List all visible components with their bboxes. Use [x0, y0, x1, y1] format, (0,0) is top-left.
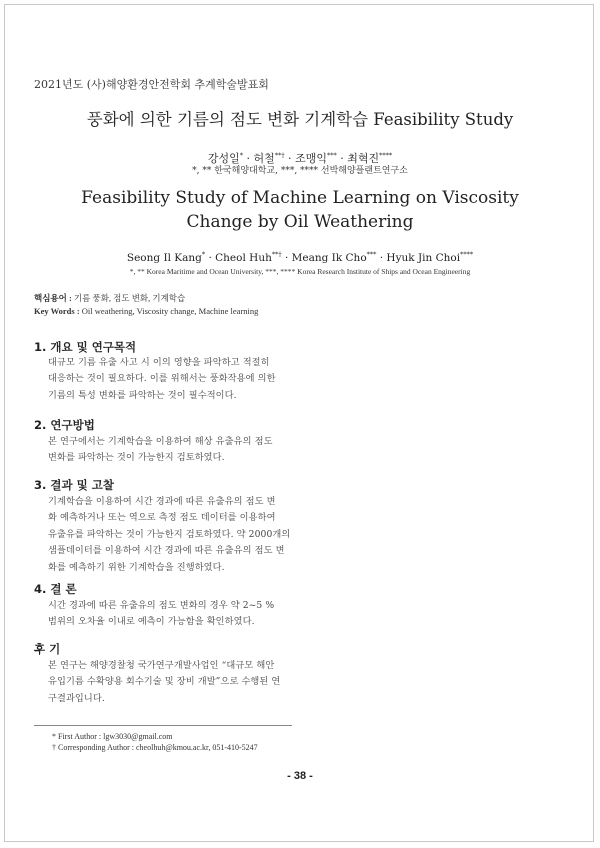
- author-name: Cheol Huh: [215, 252, 272, 264]
- section-body: [48, 494, 293, 576]
- author-name: 최혁진: [347, 152, 380, 165]
- body-line: 기름의 특성 변화를 파악하는 것이 필수적이다.: [48, 389, 237, 401]
- footnote-text: First Author : lgw3030@gmail.com: [58, 732, 173, 741]
- section-body: [48, 598, 293, 631]
- author-mark: ***: [326, 151, 337, 160]
- keywords-english: [34, 306, 258, 316]
- section-heading: 1. 개요 및 연구목적: [34, 340, 137, 354]
- body-line: 화를 예측하기 위한 기계학습을 진행하였다.: [48, 561, 225, 573]
- footnote-mark: †: [52, 743, 56, 752]
- body-line: 본 연구에서는 기계학습을 이용하여 해상 유출유의 점도: [48, 436, 273, 447]
- author-name: 강성일: [207, 152, 240, 165]
- english-affiliation: *, ** Korea Maritime and Ocean University, ***, **** Korea Research Institute of Ships and Ocean Engineering: [129, 267, 471, 276]
- author-mark: ****: [379, 151, 393, 160]
- author-mark: ****: [460, 250, 474, 259]
- author-name: 조맹익: [295, 152, 327, 165]
- section-heading: 2. 연구방법: [34, 418, 95, 432]
- keywords-text: 기름 풍화, 점도 변화, 기계학습: [73, 293, 186, 303]
- body-line: 샘플데이터를 이용하여 시간 경과에 따른 유출유의 점도 변: [48, 545, 285, 557]
- keywords-korean: [34, 292, 185, 304]
- body-line: 대응하는 것이 필요하다. 이를 위해서는 풍화작용에 의한: [48, 373, 276, 385]
- footnote-corresponding-author: [52, 743, 258, 752]
- author-mark: *: [239, 151, 244, 160]
- footnote-text: Corresponding Author : cheolhuh@kmou.ac.kr, 051-410-5247: [58, 743, 258, 752]
- author-name: 허철: [253, 152, 275, 165]
- author-mark: **†: [274, 151, 285, 160]
- body-line: 구결과입니다.: [48, 692, 105, 704]
- korean-title: 풍화에 의한 기름의 점도 변화 기계학습 Feasibility Study: [86, 110, 514, 129]
- body-line: 범위의 오차율 이내로 예측이 가능함을 확인하였다.: [48, 616, 255, 628]
- body-line: 본 연구는 해양경찰청 국가연구개발사업인 “대규모 해안: [48, 660, 275, 671]
- body-line: 변화를 파악하는 것이 가능한지 검토하였다.: [48, 452, 225, 464]
- body-line: 시간 경과에 따른 유출유의 점도 변화의 경우 약 2~5 %: [48, 600, 275, 611]
- body-line: 기계학습을 이용하여 시간 경과에 따른 유출유의 점도 변: [48, 496, 276, 507]
- section-body: [48, 434, 293, 467]
- page-number: - 38 -: [287, 770, 313, 782]
- body-line: 화 예측하거나 또는 역으로 측정 점도 데이터를 이용하여: [48, 512, 276, 524]
- conference-header: 2021년도 (사)해양환경안전학회 추계학술발표회: [34, 78, 269, 91]
- footnote-mark: *: [52, 732, 56, 741]
- section-heading: 후 기: [34, 642, 61, 656]
- keywords-text: Oil weathering, Viscosity change, Machine learning: [81, 306, 259, 316]
- korean-affiliation: *, ** 한국해양대학교, ***, **** 선박해양플랜트연구소: [192, 166, 408, 176]
- keywords-label: 핵심용어 :: [34, 293, 72, 303]
- author-mark: *: [201, 250, 206, 259]
- section-heading: 3. 결과 및 고찰: [34, 478, 114, 492]
- author-mark: ***: [366, 250, 377, 259]
- author-name: Meang Ik Cho: [291, 252, 367, 264]
- section-body: [48, 658, 293, 707]
- section-body: [48, 355, 293, 404]
- body-line: 유출유를 파악하는 것이 가능한지 검토하였다. 약 2000개의: [48, 528, 291, 540]
- english-authors: Seong Il Kang* · Cheol Huh**† · Meang Ik Cho*** · Hyuk Jin Choi****: [126, 250, 474, 264]
- body-line: 유입기름 수확양용 회수기술 및 장비 개발”으로 수행된 연: [48, 676, 281, 688]
- footnote-first-author: [52, 732, 172, 741]
- section-heading: 4. 결 론: [34, 582, 77, 596]
- footnote-divider: [34, 725, 292, 726]
- english-title: Feasibility Study of Machine Learning on Viscosity Change by Oil Weathering: [81, 188, 519, 232]
- author-mark: **†: [271, 250, 282, 259]
- author-name: Hyuk Jin Choi: [386, 252, 461, 264]
- keywords-label: Key Words :: [34, 306, 80, 316]
- body-line: 대규모 기름 유출 사고 시 이의 영향을 파악하고 적절히: [48, 357, 270, 368]
- author-name: Seong Il Kang: [126, 252, 202, 264]
- korean-authors: 강성일* · 허철**† · 조맹익*** · 최혁진****: [207, 151, 393, 165]
